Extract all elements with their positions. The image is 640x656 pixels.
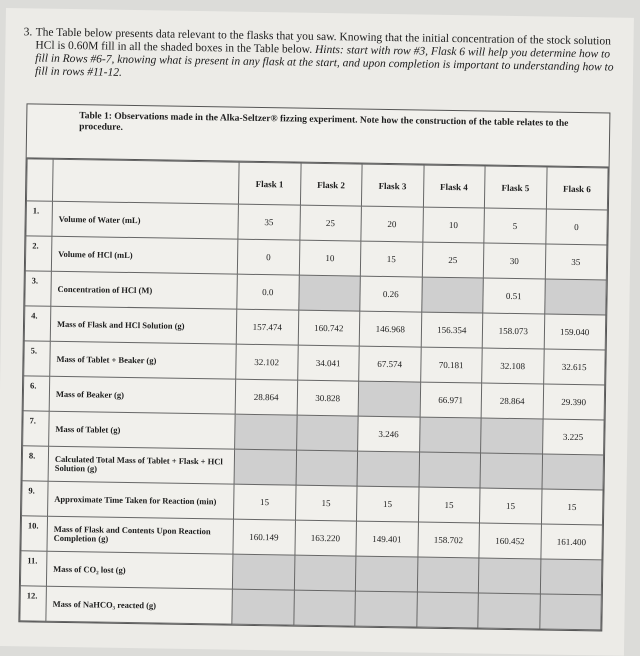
table-cell: 15 [479,488,541,524]
column-header-flask-6: Flask 6 [546,167,608,210]
table-cell: 0.0 [237,274,299,310]
column-header-flask-2: Flask 2 [300,163,362,206]
column-header-flask-1: Flask 1 [238,162,300,205]
shaded-cell [480,453,542,489]
row-number: 4. [24,306,51,341]
table-cell: 15 [360,241,422,277]
table-cell: 10 [299,240,361,276]
table-cell: 15 [418,487,480,523]
table-cell: 0 [237,239,299,275]
shaded-cell [481,418,543,454]
shaded-cell [296,415,358,451]
shaded-cell [355,556,417,592]
row-number-header [26,159,53,201]
worksheet-page [0,8,634,656]
table-cell: 158.702 [417,522,479,558]
table-cell: 67.574 [359,346,421,382]
row-number: 11. [20,551,47,586]
row-label: Approximate Time Taken for Reaction (min) [48,481,235,519]
shaded-cell [355,591,417,627]
table-cell: 15 [233,484,295,520]
table-cell: 66.971 [420,382,482,418]
shaded-cell [416,592,478,628]
table-cell: 70.181 [420,347,482,383]
row-label: Concentration of HCl (M) [51,271,238,309]
shaded-cell [232,554,294,590]
table-cell: 161.400 [540,524,602,560]
table-cell: 149.401 [356,521,418,557]
shaded-cell [539,594,601,630]
row-number: 9. [22,481,49,516]
row-number: 5. [24,341,51,376]
table-cell: 0 [545,209,607,245]
table-cell: 0.51 [483,278,545,314]
shaded-cell [358,381,420,417]
row-number: 1. [26,201,53,236]
column-header-flask-5: Flask 5 [484,166,546,209]
shaded-cell [421,277,483,313]
table-cell: 28.864 [235,379,297,415]
row-number: 6. [23,376,50,411]
data-table [19,158,608,630]
table-cell: 0.26 [360,276,422,312]
row-number: 7. [23,411,50,446]
column-header-flask-4: Flask 4 [423,165,485,208]
table-cell: 160.452 [479,523,541,559]
shaded-cell [234,449,296,485]
table-cell: 20 [361,206,423,242]
table-cell: 25 [422,242,484,278]
row-number: 8. [22,446,49,481]
table-cell: 15 [295,485,357,521]
table-cell: 10 [422,207,484,243]
table-cell: 32.615 [543,349,605,385]
table-cell: 3.225 [542,419,604,455]
question-number: 3. [23,26,33,39]
table-cell: 34.041 [297,345,359,381]
table-cell: 158.073 [482,313,544,349]
table-cell: 160.742 [298,310,360,346]
shaded-cell [294,555,356,591]
row-label: Mass of Beaker (g) [49,376,236,414]
shaded-cell [298,275,360,311]
shaded-cell [357,451,419,487]
table-caption: Table 1: Observations made in the Alka-Seltzer® fizzing experiment. Note how the construction of the table relates to the procedure. [27,104,610,167]
table-cell: 15 [356,486,418,522]
shaded-cell [293,590,355,626]
row-number: 10. [21,516,48,551]
table-cell: 146.968 [359,311,421,347]
column-header-flask-3: Flask 3 [361,164,423,207]
row-label: Mass of Tablet + Beaker (g) [50,341,237,379]
table-cell: 30 [483,243,545,279]
row-label: Mass of CO₂ lost (g) [46,551,233,589]
table-cell: 15 [541,489,603,525]
shaded-cell [235,414,297,450]
row-label: Calculated Total Mass of Tablet + Flask + HCl Solution (g) [48,446,235,484]
table-cell: 25 [299,205,361,241]
shaded-cell [417,557,479,593]
table-cell: 35 [238,204,300,240]
table-cell: 163.220 [294,520,356,556]
row-number: 2. [25,236,52,271]
row-label: Volume of Water (mL) [52,201,239,239]
table-cell: 32.108 [482,348,544,384]
table-body [20,201,608,630]
shaded-cell [542,454,604,490]
observations-table [18,103,610,631]
shaded-cell [419,417,481,453]
question-hint: Hints: start with row #3, Flask 6 will help you determine how to fill in Rows #6-7, knowing what is present in any flask at the start, and upon completion is important to understanding how to fill in rows #11-12. [34,43,614,79]
label-header [52,159,239,204]
table-cell: 35 [545,244,607,280]
table-cell: 28.864 [481,383,543,419]
table-cell: 156.354 [421,312,483,348]
row-label: Mass of Tablet (g) [49,411,236,449]
table-cell: 159.040 [544,314,606,350]
row-label: Mass of Flask and HCl Solution (g) [50,306,237,344]
shaded-cell [544,279,606,315]
row-label: Volume of HCl (mL) [51,236,238,274]
table-cell: 160.149 [233,519,295,555]
question-text: The Table below presents data relevant to the flasks that you saw. Knowing that the initial concentration of the stock solution HCl is 0.60M fill in all the shaded boxes in the Table below. [35,26,611,56]
row-label: Mass of Flask and Contents Upon Reaction Completion (g) [47,516,234,554]
table-cell: 29.390 [543,384,605,420]
shaded-cell [478,593,540,629]
table-cell: 5 [484,208,546,244]
row-number: 3. [25,271,52,306]
shaded-cell [478,558,540,594]
shaded-cell [540,559,602,595]
table-cell: 30.828 [297,380,359,416]
row-number: 12. [20,586,47,621]
table-cell: 157.474 [236,309,298,345]
question-3 [23,26,616,87]
shaded-cell [296,450,358,486]
shaded-cell [232,589,294,625]
row-label: Mass of NaHCO₃ reacted (g) [46,586,233,624]
table-cell: 3.246 [358,416,420,452]
shaded-cell [419,452,481,488]
table-cell: 32.102 [236,344,298,380]
